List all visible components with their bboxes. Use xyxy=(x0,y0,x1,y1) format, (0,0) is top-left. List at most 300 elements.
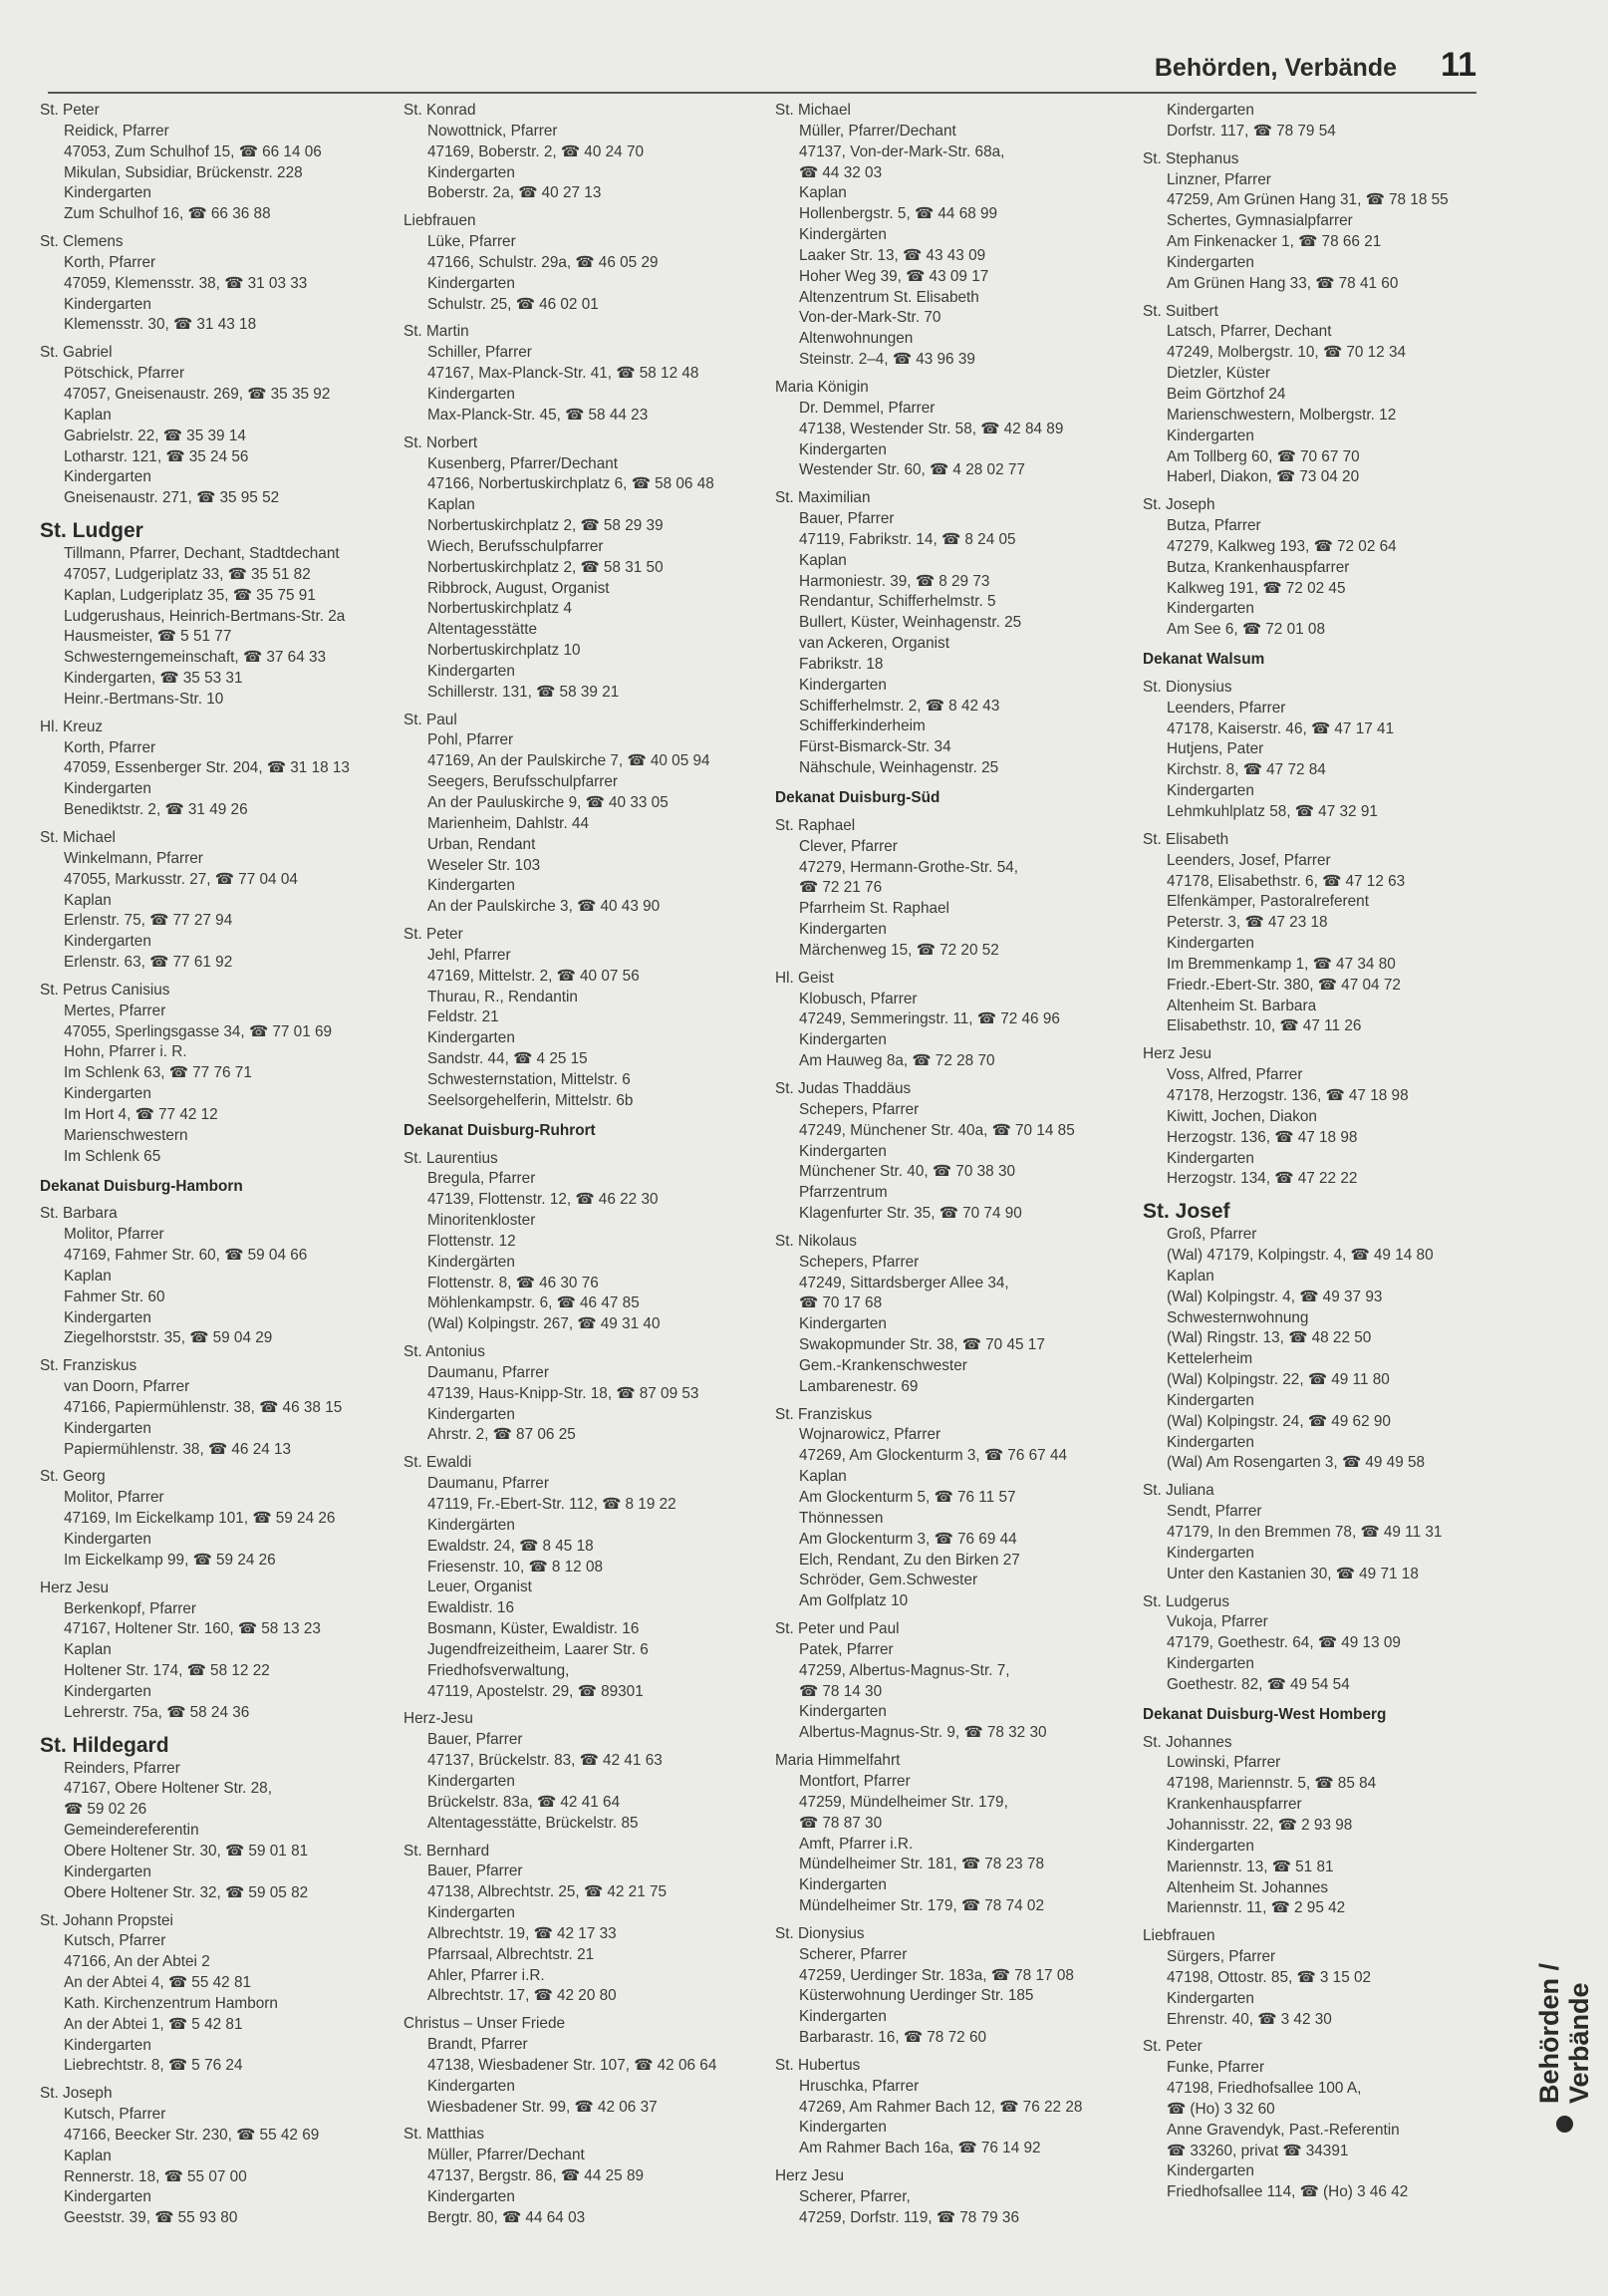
entry-detail-line: An der Paulskirche 3, ☎ 40 43 90 xyxy=(427,898,661,916)
entry-detail-line: Molitor, Pfarrer xyxy=(64,1226,164,1244)
entry-detail-line: 47249, Molbergstr. 10, ☎ 70 12 34 xyxy=(1167,344,1407,362)
entry-detail-line: Anne Gravendyk, Past.-Referentin xyxy=(1167,2121,1400,2139)
entry-detail-line: Kettelerheim xyxy=(1167,1350,1253,1368)
entry-detail-line: 47169, Boberstr. 2, ☎ 40 24 70 xyxy=(427,143,645,160)
parish-name: Herz Jesu xyxy=(1143,1045,1212,1063)
entry-detail-line: Kaplan xyxy=(1167,1267,1214,1285)
entry-detail-line: 47279, Kalkweg 193, ☎ 72 02 64 xyxy=(1167,537,1397,555)
entry-detail-line: Müller, Pfarrer/Dechant xyxy=(799,122,956,140)
entry-detail-line: Barbarastr. 16, ☎ 78 72 60 xyxy=(799,2029,987,2047)
entry-detail-line: Westender Str. 60, ☎ 4 28 02 77 xyxy=(799,461,1025,479)
entry-detail-line: Mariennstr. 11, ☎ 2 95 42 xyxy=(1167,1899,1346,1917)
parish-name: St. Franziskus xyxy=(40,1357,137,1375)
entry-detail-line: Kaplan xyxy=(799,1468,847,1486)
entry-detail-line: Norbertuskirchplatz 2, ☎ 58 31 50 xyxy=(427,558,664,576)
entry-detail-line: 47166, Norbertuskirchplatz 6, ☎ 58 06 48 xyxy=(427,475,714,493)
parish-name: Liebfrauen xyxy=(403,212,476,230)
parish-name: St. Laurentius xyxy=(403,1149,498,1167)
parish-name: St. Johann Propstei xyxy=(40,1911,173,1929)
entry-detail-line: Obere Holtener Str. 32, ☎ 59 05 82 xyxy=(64,1883,309,1901)
entry-detail-line: Mariennstr. 13, ☎ 51 81 xyxy=(1167,1858,1334,1875)
entry-detail-line: Klagenfurter Str. 35, ☎ 70 74 90 xyxy=(799,1205,1022,1223)
parish-heading: St. Josef xyxy=(1143,1200,1230,1224)
directory-column-1 xyxy=(40,101,404,2229)
entry-detail-line: Hutjens, Pater xyxy=(1167,740,1264,758)
parish-name: St. Peter xyxy=(1143,2038,1203,2056)
entry-detail-line: Winkelmann, Pfarrer xyxy=(64,849,203,867)
entry-detail-line: Am Rahmer Bach 16a, ☎ 76 14 92 xyxy=(799,2140,1041,2157)
entry-detail-line: Brandt, Pfarrer xyxy=(427,2036,528,2054)
entry-detail-line: Am Hauweg 8a, ☎ 72 28 70 xyxy=(799,1052,995,1070)
entry-detail-line: Fabrikstr. 18 xyxy=(799,655,884,673)
entry-detail-line: (Wal) Kolpingstr. 24, ☎ 49 62 90 xyxy=(1167,1412,1391,1430)
entry-detail-line: Albrechtstr. 17, ☎ 42 20 80 xyxy=(427,1987,617,2005)
entry-detail-line: Marienschwestern, Molbergstr. 12 xyxy=(1167,406,1397,424)
parish-name: St. Antonius xyxy=(403,1343,485,1361)
entry-detail-line: Wojnarowicz, Pfarrer xyxy=(799,1426,941,1444)
entry-detail-line: Norbertuskirchplatz 10 xyxy=(427,642,581,660)
deanery-heading: Dekanat Duisburg-Süd xyxy=(775,789,940,806)
parish-name: St. Hubertus xyxy=(775,2056,861,2074)
entry-detail-line: Vukoja, Pfarrer xyxy=(1167,1613,1268,1631)
deanery-heading: Dekanat Duisburg-Ruhrort xyxy=(403,1121,596,1139)
entry-detail-line: Mertes, Pfarrer xyxy=(64,1002,166,1019)
parish-name: St. Konrad xyxy=(403,102,476,119)
entry-detail-line: Schröder, Gem.Schwester xyxy=(799,1572,978,1589)
entry-detail-line: Sandstr. 44, ☎ 4 25 15 xyxy=(427,1050,588,1068)
entry-detail-line: Kindergarten xyxy=(1167,1391,1254,1409)
entry-detail-line: Kindergarten xyxy=(1167,427,1254,444)
entry-detail-line: Bosmann, Küster, Ewaldistr. 16 xyxy=(427,1620,640,1638)
entry-detail-line: Max-Planck-Str. 45, ☎ 58 44 23 xyxy=(427,406,649,424)
parish-name: Herz-Jesu xyxy=(403,1710,473,1728)
entry-detail-line: Kindergarten xyxy=(799,440,887,458)
entry-detail-line: Im Hort 4, ☎ 77 42 12 xyxy=(64,1105,218,1123)
entry-detail-line: Schwesternstation, Mittelstr. 6 xyxy=(427,1070,631,1088)
entry-detail-line: Elfenkämper, Pastoralreferent xyxy=(1167,893,1369,911)
entry-detail-line: Peterstr. 3, ☎ 47 23 18 xyxy=(1167,914,1328,932)
entry-detail-line: Kindergarten xyxy=(64,1308,151,1326)
entry-detail-line: Fürst-Bismarck-Str. 34 xyxy=(799,738,951,756)
entry-detail-line: Im Schlenk 63, ☎ 77 76 71 xyxy=(64,1064,252,1082)
entry-detail-line: Kindergarten xyxy=(427,877,515,895)
entry-detail-line: Bauer, Pfarrer xyxy=(427,1731,523,1749)
entry-detail-line: Reidick, Pfarrer xyxy=(64,122,169,140)
parish-name: Liebfrauen xyxy=(1143,1927,1215,1945)
entry-detail-line: Voss, Alfred, Pfarrer xyxy=(1167,1066,1303,1084)
entry-detail-line: Zum Schulhof 16, ☎ 66 36 88 xyxy=(64,205,271,223)
entry-detail-line: Steinstr. 2–4, ☎ 43 96 39 xyxy=(799,351,975,369)
entry-detail-line: Kindergärten xyxy=(427,1253,515,1271)
entry-detail-line: 47259, Mündelheimer Str. 179, xyxy=(799,1793,1008,1811)
entry-detail-line: Ewaldstr. 24, ☎ 8 45 18 xyxy=(427,1537,594,1555)
entry-detail-line: Kindergarten xyxy=(1167,253,1254,271)
entry-detail-line: 47166, Beecker Str. 230, ☎ 55 42 69 xyxy=(64,2126,320,2144)
page-header xyxy=(48,44,1476,94)
entry-detail-line: Altentagesstätte, Brückelstr. 85 xyxy=(427,1814,639,1832)
entry-detail-line: Tillmann, Pfarrer, Dechant, Stadtdechant xyxy=(64,545,340,563)
entry-detail-line: Urban, Rendant xyxy=(427,835,536,853)
entry-detail-line: Altenzentrum St. Elisabeth xyxy=(799,288,979,306)
entry-detail-line: Kindergarten xyxy=(799,1142,887,1160)
entry-detail-line: Dietzler, Küster xyxy=(1167,365,1271,383)
entry-detail-line: Im Eickelkamp 99, ☎ 59 24 26 xyxy=(64,1551,276,1569)
entry-detail-line: Am Glockenturm 3, ☎ 76 69 44 xyxy=(799,1530,1017,1548)
parish-name: St. Juliana xyxy=(1143,1482,1214,1500)
parish-name: St. Barbara xyxy=(40,1205,118,1223)
entry-detail-line: 47269, Am Glockenturm 3, ☎ 76 67 44 xyxy=(799,1447,1068,1465)
entry-detail-line: Kaplan xyxy=(64,1641,112,1659)
entry-detail-line: Jehl, Pfarrer xyxy=(427,946,511,964)
entry-detail-line: Jugendfreizeitheim, Laarer Str. 6 xyxy=(427,1640,649,1658)
entry-detail-line: (Wal) Am Rosengarten 3, ☎ 49 49 58 xyxy=(1167,1454,1426,1472)
entry-detail-line: Daumanu, Pfarrer xyxy=(427,1363,549,1381)
entry-detail-line: 47167, Obere Holtener Str. 28, xyxy=(64,1780,272,1798)
entry-detail-line: Funke, Pfarrer xyxy=(1167,2059,1265,2077)
entry-detail-line: 47055, Sperlingsgasse 34, ☎ 77 01 69 xyxy=(64,1022,333,1040)
entry-detail-line: Altenwohnungen xyxy=(799,330,914,348)
entry-detail-line: Kindergarten xyxy=(1167,600,1254,618)
entry-detail-line: Pfarrsaal, Albrechtstr. 21 xyxy=(427,1945,595,1963)
entry-detail-line: Kindergarten xyxy=(799,2119,887,2137)
entry-detail-line: Ehrenstr. 40, ☎ 3 42 30 xyxy=(1167,2010,1332,2028)
entry-detail-line: Kindergarten xyxy=(64,2036,151,2054)
parish-name: St. Bernhard xyxy=(403,1842,490,1860)
entry-detail-line: Kaplan xyxy=(799,551,847,569)
entry-detail-line: (Wal) 47179, Kolpingstr. 4, ☎ 49 14 80 xyxy=(1167,1247,1434,1265)
entry-detail-line: Groß, Pfarrer xyxy=(1167,1226,1257,1244)
entry-detail-line: ☎ (Ho) 3 32 60 xyxy=(1167,2100,1275,2118)
entry-detail-line: 47249, Semmeringstr. 11, ☎ 72 46 96 xyxy=(799,1010,1060,1028)
entry-detail-line: ☎ 59 02 26 xyxy=(64,1801,147,1819)
entry-detail-line: Amft, Pfarrer i.R. xyxy=(799,1835,914,1853)
entry-detail-line: (Wal) Kolpingstr. 22, ☎ 49 11 80 xyxy=(1167,1371,1390,1389)
entry-detail-line: Bauer, Pfarrer xyxy=(799,510,895,528)
entry-detail-line: Wiech, Berufsschulpfarrer xyxy=(427,537,604,555)
entry-detail-line: Boberstr. 2a, ☎ 40 27 13 xyxy=(427,184,602,202)
entry-detail-line: Kindergarten xyxy=(1167,1989,1254,2007)
entry-detail-line: 47259, Am Grünen Hang 31, ☎ 78 18 55 xyxy=(1167,191,1449,209)
entry-detail-line: Nowottnick, Pfarrer xyxy=(427,122,558,140)
entry-detail-line: Papiermühlenstr. 38, ☎ 46 24 13 xyxy=(64,1440,292,1458)
entry-detail-line: Ribbrock, August, Organist xyxy=(427,579,610,597)
entry-detail-line: Kindergarten xyxy=(64,780,151,798)
entry-detail-line: Altentagesstätte xyxy=(427,621,538,639)
deanery-heading: Dekanat Duisburg-West Homberg xyxy=(1143,1705,1387,1723)
entry-detail-line: 47053, Zum Schulhof 15, ☎ 66 14 06 xyxy=(64,143,322,160)
parish-name: St. Judas Thaddäus xyxy=(775,1079,912,1097)
entry-detail-line: Benediktstr. 2, ☎ 31 49 26 xyxy=(64,801,248,819)
entry-detail-line: Kutsch, Pfarrer xyxy=(64,1932,166,1950)
entry-detail-line: Gabrielstr. 22, ☎ 35 39 14 xyxy=(64,427,246,444)
entry-detail-line: Thurau, R., Rendantin xyxy=(427,988,578,1005)
entry-detail-line: Kindergarten xyxy=(799,1703,887,1721)
parish-name: St. Paul xyxy=(403,711,457,728)
parish-name: Christus – Unser Friede xyxy=(403,2015,566,2033)
entry-detail-line: Lehmkuhlplatz 58, ☎ 47 32 91 xyxy=(1167,803,1378,820)
entry-detail-line: Pohl, Pfarrer xyxy=(427,731,514,749)
parish-name: St. Franziskus xyxy=(775,1405,873,1423)
entry-detail-line: Kindergarten xyxy=(64,2188,151,2206)
entry-detail-line: 47055, Markusstr. 27, ☎ 77 04 04 xyxy=(64,870,298,888)
entry-detail-line: 47059, Klemensstr. 38, ☎ 31 03 33 xyxy=(64,274,308,292)
entry-detail-line: Kindergarten xyxy=(1167,1149,1254,1167)
entry-detail-line: Kath. Kirchenzentrum Hamborn xyxy=(64,1994,278,2012)
parish-name: St. Petrus Canisius xyxy=(40,981,170,999)
entry-detail-line: Holtener Str. 174, ☎ 58 12 22 xyxy=(64,1662,270,1680)
parish-name: St. Ludgerus xyxy=(1143,1592,1230,1610)
parish-name: St. Elisabeth xyxy=(1143,830,1229,848)
entry-detail-line: Am Finkenacker 1, ☎ 78 66 21 xyxy=(1167,233,1382,251)
entry-detail-line: 47198, Mariennstr. 5, ☎ 85 84 xyxy=(1167,1775,1377,1793)
entry-detail-line: Kindergarten xyxy=(64,1863,151,1880)
entry-detail-line: Clever, Pfarrer xyxy=(799,837,898,855)
entry-detail-line: (Wal) Ringstr. 13, ☎ 48 22 50 xyxy=(1167,1329,1372,1347)
entry-detail-line: van Ackeren, Organist xyxy=(799,635,949,653)
entry-detail-line: Haberl, Diakon, ☎ 73 04 20 xyxy=(1167,468,1360,486)
entry-detail-line: Friedr.-Ebert-Str. 380, ☎ 47 04 72 xyxy=(1167,976,1401,994)
entry-detail-line: Kindergarten xyxy=(799,2008,887,2026)
entry-detail-line: Pötschick, Pfarrer xyxy=(64,365,185,383)
entry-detail-line: Krankenhauspfarrer xyxy=(1167,1796,1302,1814)
entry-detail-line: Hohn, Pfarrer i. R. xyxy=(64,1043,187,1061)
entry-detail-line: Daumanu, Pfarrer xyxy=(427,1475,549,1493)
entry-detail-line: Am Grünen Hang 33, ☎ 78 41 60 xyxy=(1167,274,1399,292)
entry-detail-line: Berkenkopf, Pfarrer xyxy=(64,1599,197,1617)
directory-column-2 xyxy=(403,101,768,2229)
entry-detail-line: Dorfstr. 117, ☎ 78 79 54 xyxy=(1167,122,1336,140)
entry-detail-line: Schwesternwohnung xyxy=(1167,1308,1309,1326)
entry-detail-line: 47198, Friedhofsallee 100 A, xyxy=(1167,2080,1362,2098)
entry-detail-line: Kindergarten xyxy=(799,1031,887,1049)
entry-detail-line: Swakopmunder Str. 38, ☎ 70 45 17 xyxy=(799,1336,1045,1354)
entry-detail-line: Kindergarten xyxy=(427,2077,515,2095)
entry-detail-line: Kindergarten xyxy=(427,662,515,680)
entry-detail-line: 47279, Hermann-Grothe-Str. 54, xyxy=(799,858,1019,876)
entry-detail-line: Kindergarten xyxy=(64,295,151,313)
entry-detail-line: Scherer, Pfarrer xyxy=(799,1945,908,1963)
entry-detail-line: Kirchstr. 8, ☎ 47 72 84 xyxy=(1167,761,1326,779)
entry-detail-line: 47198, Ottostr. 85, ☎ 3 15 02 xyxy=(1167,1968,1372,1986)
entry-detail-line: 47259, Albertus-Magnus-Str. 7, xyxy=(799,1661,1010,1679)
entry-detail-line: Rendantur, Schifferhelmstr. 5 xyxy=(799,593,996,611)
entry-detail-line: Gneisenaustr. 271, ☎ 35 95 52 xyxy=(64,489,280,507)
entry-detail-line: 47059, Essenberger Str. 204, ☎ 31 18 13 xyxy=(64,759,350,777)
entry-detail-line: An der Pauluskirche 9, ☎ 40 33 05 xyxy=(427,794,669,811)
entry-detail-line: Mikulan, Subsidiar, Brückenstr. 228 xyxy=(64,163,303,181)
parish-heading: St. Hildegard xyxy=(40,1733,169,1757)
parish-name: St. Dionysius xyxy=(1143,678,1232,696)
entry-detail-line: 47249, Münchener Str. 40a, ☎ 70 14 85 xyxy=(799,1121,1075,1139)
entry-detail-line: Kindergarten xyxy=(1167,1544,1254,1562)
entry-detail-line: Schepers, Pfarrer xyxy=(799,1100,920,1118)
entry-detail-line: Scherer, Pfarrer, xyxy=(799,2188,911,2205)
entry-detail-line: Kindergarten xyxy=(1167,1655,1254,1673)
entry-detail-line: Gem.-Krankenschwester xyxy=(799,1356,967,1374)
entry-detail-line: Kindergarten xyxy=(427,1405,515,1423)
entry-detail-line: 47166, An der Abtei 2 xyxy=(64,1953,210,1971)
entry-detail-line: Kindergarten xyxy=(427,2188,515,2205)
entry-detail-line: 47169, Fahmer Str. 60, ☎ 59 04 66 xyxy=(64,1247,308,1265)
entry-detail-line: ☎ 72 21 76 xyxy=(799,879,883,897)
parish-name: St. Dionysius xyxy=(775,1924,865,1942)
entry-detail-line: Albertus-Magnus-Str. 9, ☎ 78 32 30 xyxy=(799,1724,1047,1742)
entry-detail-line: Hausmeister, ☎ 5 51 77 xyxy=(64,628,232,646)
entry-detail-line: Reinders, Pfarrer xyxy=(64,1759,180,1777)
parish-name: St. Michael xyxy=(775,102,851,119)
entry-detail-line: Ludgerushaus, Heinrich-Bertmans-Str. 2a xyxy=(64,607,346,625)
entry-detail-line: Hoher Weg 39, ☎ 43 09 17 xyxy=(799,267,989,285)
entry-detail-line: Kindergarten xyxy=(64,184,151,202)
entry-detail-line: 47166, Schulstr. 29a, ☎ 46 05 29 xyxy=(427,253,659,271)
entry-detail-line: Kindergarten xyxy=(1167,1837,1254,1855)
parish-name: St. Martin xyxy=(403,323,469,341)
entry-detail-line: Pfarrzentrum xyxy=(799,1184,888,1202)
entry-detail-line: Am Glockenturm 5, ☎ 76 11 57 xyxy=(799,1489,1016,1506)
entry-detail-line: Ziegelhorststr. 35, ☎ 59 04 29 xyxy=(64,1329,273,1347)
entry-detail-line: Unter den Kastanien 30, ☎ 49 71 18 xyxy=(1167,1565,1419,1582)
entry-detail-line: 47119, Apostelstr. 29, ☎ 89301 xyxy=(427,1682,644,1700)
entry-detail-line: 47166, Papiermühlenstr. 38, ☎ 46 38 15 xyxy=(64,1398,343,1416)
entry-detail-line: Marienheim, Dahlstr. 44 xyxy=(427,814,590,832)
parish-name: Hl. Kreuz xyxy=(40,718,104,735)
parish-name: St. Matthias xyxy=(403,2126,485,2144)
side-tab-line-2: Verbände xyxy=(1564,1982,1594,2104)
entry-detail-line: Im Schlenk 65 xyxy=(64,1147,161,1165)
entry-detail-line: Heinr.-Bertmans-Str. 10 xyxy=(64,690,224,708)
parish-name: St. Joseph xyxy=(1143,496,1215,514)
entry-detail-line: Bauer, Pfarrer xyxy=(427,1863,523,1880)
parish-name: St. Raphael xyxy=(775,816,856,834)
entry-detail-line: 47057, Ludgeriplatz 33, ☎ 35 51 82 xyxy=(64,565,311,583)
entry-detail-line: Liebrechtstr. 8, ☎ 5 76 24 xyxy=(64,2057,243,2075)
entry-detail-line: Schertes, Gymnasialpfarrer xyxy=(1167,212,1353,230)
entry-detail-line: Erlenstr. 63, ☎ 77 61 92 xyxy=(64,954,233,972)
entry-detail-line: Sürgers, Pfarrer xyxy=(1167,1948,1276,1966)
entry-detail-line: Schifferhelmstr. 2, ☎ 8 42 43 xyxy=(799,697,1000,715)
entry-detail-line: 47138, Albrechtstr. 25, ☎ 42 21 75 xyxy=(427,1883,668,1901)
entry-detail-line: An der Abtei 4, ☎ 55 42 81 xyxy=(64,1974,252,1992)
bullet-dot-icon xyxy=(1556,2116,1573,2133)
entry-detail-line: ☎ 78 14 30 xyxy=(799,1682,883,1700)
entry-detail-line: 47119, Fabrikstr. 14, ☎ 8 24 05 xyxy=(799,530,1016,548)
entry-detail-line: 47137, Bergstr. 86, ☎ 44 25 89 xyxy=(427,2167,645,2185)
entry-detail-line: 47119, Fr.-Ebert-Str. 112, ☎ 8 19 22 xyxy=(427,1496,676,1513)
entry-detail-line: Kindergarten xyxy=(64,1682,151,1700)
entry-detail-line: Korth, Pfarrer xyxy=(64,253,156,271)
entry-detail-line: 47179, In den Bremmen 78, ☎ 49 11 31 xyxy=(1167,1524,1443,1541)
parish-name: St. Stephanus xyxy=(1143,149,1239,167)
entry-detail-line: Kindergarten xyxy=(427,385,515,403)
entry-detail-line: Kaplan xyxy=(64,1267,112,1285)
entry-detail-line: Kindergarten xyxy=(427,1029,515,1047)
entry-detail-line: 47138, Westender Str. 58, ☎ 42 84 89 xyxy=(799,420,1064,437)
parish-name: St. Peter xyxy=(40,102,100,119)
entry-detail-line: 47249, Sittardsberger Allee 34, xyxy=(799,1274,1009,1292)
parish-name: Herz Jesu xyxy=(40,1578,110,1596)
parish-name: St. Joseph xyxy=(40,2085,113,2103)
entry-detail-line: 47259, Uerdinger Str. 183a, ☎ 78 17 08 xyxy=(799,1966,1074,1984)
section-title: Behörden, Verbände xyxy=(1154,54,1397,82)
entry-detail-line: van Doorn, Pfarrer xyxy=(64,1378,190,1396)
entry-detail-line: 47167, Max-Planck-Str. 41, ☎ 58 12 48 xyxy=(427,365,699,383)
entry-detail-line: Kindergarten xyxy=(799,1876,887,1894)
entry-detail-line: Schulstr. 25, ☎ 46 02 01 xyxy=(427,295,599,313)
entry-detail-line: Ahler, Pfarrer i.R. xyxy=(427,1966,545,1984)
entry-detail-line: Schepers, Pfarrer xyxy=(799,1253,920,1271)
entry-detail-line: Kindergarten xyxy=(1167,1433,1254,1451)
deanery-heading: Dekanat Walsum xyxy=(1143,651,1265,669)
parish-name: St. Clemens xyxy=(40,233,124,251)
parish-name: Maria Königin xyxy=(775,378,869,396)
entry-detail-line: Hollenbergstr. 5, ☎ 44 68 99 xyxy=(799,205,998,223)
entry-detail-line: Altenheim St. Barbara xyxy=(1167,997,1317,1014)
entry-detail-line: Rennerstr. 18, ☎ 55 07 00 xyxy=(64,2167,247,2185)
entry-detail-line: Kindergarten xyxy=(64,1085,151,1103)
entry-detail-line: 47178, Kaiserstr. 46, ☎ 47 17 41 xyxy=(1167,719,1395,737)
entry-detail-line: Schiller, Pfarrer xyxy=(427,344,532,362)
entry-detail-line: Kiwitt, Jochen, Diakon xyxy=(1167,1107,1317,1125)
entry-detail-line: Flottenstr. 8, ☎ 46 30 76 xyxy=(427,1274,599,1292)
entry-detail-line: Kindergarten, ☎ 35 53 31 xyxy=(64,670,243,688)
entry-detail-line: Herzogstr. 136, ☎ 47 18 98 xyxy=(1167,1128,1358,1146)
deanery-heading: Dekanat Duisburg-Hamborn xyxy=(40,1177,243,1195)
entry-detail-line: Kusenberg, Pfarrer/Dechant xyxy=(427,454,619,472)
entry-detail-line: Am Golfplatz 10 xyxy=(799,1592,909,1610)
entry-detail-line: ☎ 78 87 30 xyxy=(799,1814,883,1832)
entry-detail-line: Kaplan xyxy=(64,891,112,909)
entry-detail-line: Friesenstr. 10, ☎ 8 12 08 xyxy=(427,1558,604,1576)
parish-name: St. Nikolaus xyxy=(775,1232,857,1250)
entry-detail-line: 47138, Wiesbadener Str. 107, ☎ 42 06 64 xyxy=(427,2056,717,2074)
entry-detail-line: Kindergarten xyxy=(799,921,887,939)
parish-name: St. Ewaldi xyxy=(403,1454,472,1472)
entry-detail-line: Möhlenkampstr. 6, ☎ 46 47 85 xyxy=(427,1294,640,1312)
entry-detail-line: Kaplan, Ludgeriplatz 35, ☎ 35 75 91 xyxy=(64,586,316,604)
entry-detail-line: Flottenstr. 12 xyxy=(427,1232,516,1250)
entry-detail-line: Mündelheimer Str. 181, ☎ 78 23 78 xyxy=(799,1856,1045,1873)
entry-detail-line: Lüke, Pfarrer xyxy=(427,233,516,251)
entry-detail-line: Herzogstr. 134, ☎ 47 22 22 xyxy=(1167,1170,1358,1188)
entry-detail-line: Albrechtstr. 19, ☎ 42 17 33 xyxy=(427,1924,617,1942)
entry-detail-line: Schwesterngemeinschaft, ☎ 37 64 33 xyxy=(64,649,327,667)
entry-detail-line: Seelsorgehelferin, Mittelstr. 6b xyxy=(427,1091,634,1109)
parish-name: St. Peter xyxy=(403,926,463,944)
entry-detail-line: Altenheim St. Johannes xyxy=(1167,1878,1329,1896)
entry-detail-line: Kindergarten xyxy=(427,274,515,292)
entry-detail-line: Leenders, Josef, Pfarrer xyxy=(1167,851,1331,869)
entry-detail-line: 47178, Herzogstr. 136, ☎ 47 18 98 xyxy=(1167,1086,1409,1104)
entry-detail-line: Märchenweg 15, ☎ 72 20 52 xyxy=(799,941,999,959)
entry-detail-line: Lehrerstr. 75a, ☎ 58 24 36 xyxy=(64,1703,250,1721)
entry-detail-line: Kindergarten xyxy=(1167,782,1254,800)
entry-detail-line: ☎ 70 17 68 xyxy=(799,1294,883,1312)
entry-detail-line: Butza, Pfarrer xyxy=(1167,517,1261,535)
entry-detail-line: Elisabethstr. 10, ☎ 47 11 26 xyxy=(1167,1017,1362,1035)
entry-detail-line: Linzner, Pfarrer xyxy=(1167,170,1271,188)
entry-detail-line: Von-der-Mark-Str. 70 xyxy=(799,309,941,327)
entry-detail-line: Bergtr. 80, ☎ 44 64 03 xyxy=(427,2208,586,2226)
entry-detail-line: Kindergarten xyxy=(799,676,887,694)
entry-detail-line: Elch, Rendant, Zu den Birken 27 xyxy=(799,1551,1020,1569)
entry-detail-line: 47139, Flottenstr. 12, ☎ 46 22 30 xyxy=(427,1191,659,1209)
entry-detail-line: ☎ 44 32 03 xyxy=(799,163,883,181)
entry-detail-line: Laaker Str. 13, ☎ 43 43 09 xyxy=(799,246,986,264)
entry-detail-line: Marienschwestern xyxy=(64,1126,188,1144)
entry-detail-line: Minoritenkloster xyxy=(427,1212,536,1230)
entry-detail-line: Kaplan xyxy=(799,184,847,202)
entry-detail-line: Latsch, Pfarrer, Dechant xyxy=(1167,323,1332,341)
